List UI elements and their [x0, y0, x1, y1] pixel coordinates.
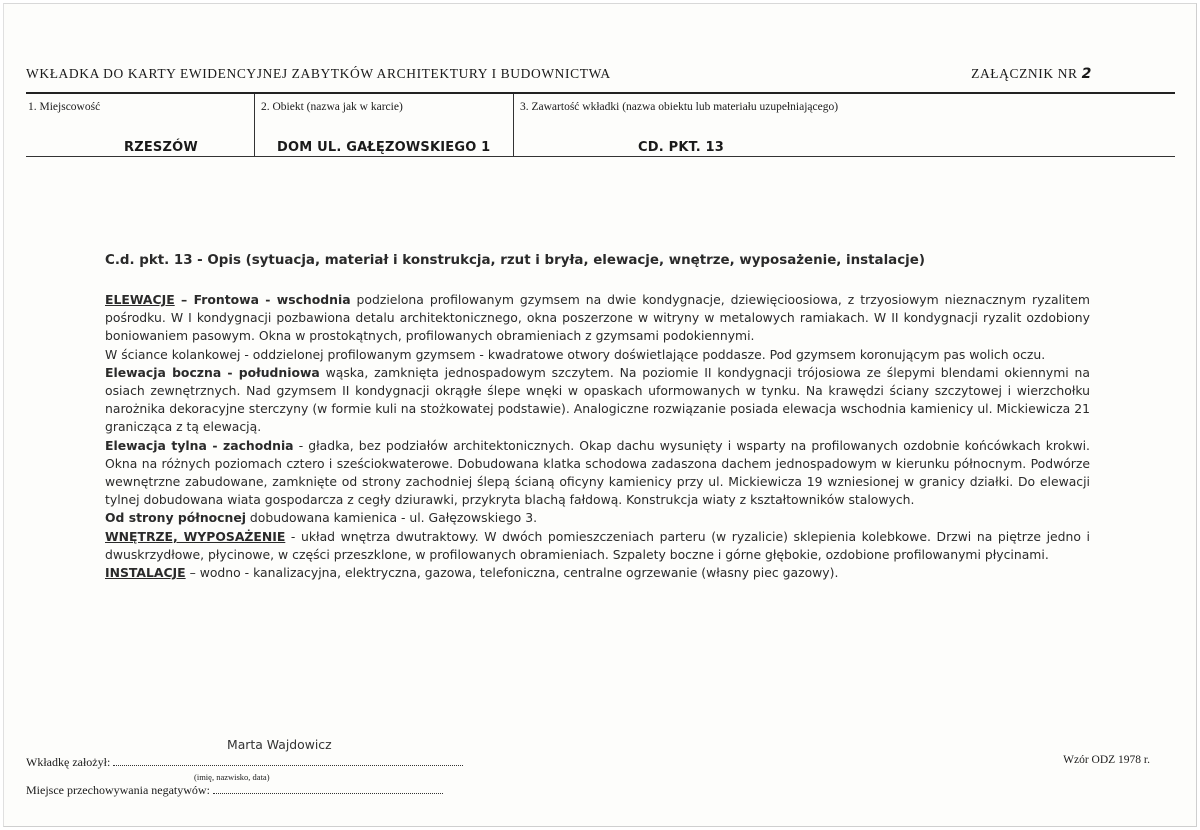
negatives-label: Miejsce przechowywania negatywów:: [26, 783, 210, 797]
elevations-separator: –: [174, 292, 194, 307]
object-value: DOM UL. GAŁĘZOWSKIEGO 1: [277, 140, 491, 155]
paragraph-side-elevation: [105, 364, 1090, 437]
rear-elevation-label: Elewacja tylna - zachodnia: [105, 437, 294, 453]
description-body: [105, 291, 1090, 582]
locality-value: RZESZÓW: [124, 140, 198, 155]
installations-label: INSTALACJE: [105, 565, 186, 581]
rear-elevation-text: - gładka, bez podziałów architektonicznych. Okap dachu wysunięty i wsparty na profilowanych ozdobnie końcówkach krokwi. Okna na różnych poziomach cztero i sześciokwaterowe. Dobudowana klatka schodowa zadaszona dachem jednospadowym w kierunku północnym. Podwórze wewnętrzne zabudowane, zamknięte od strony zachodniej ślepą ścianą oficyny kamienicy przy ul. Mickiewicza 19 wzniesionej w granicy działki. Do elewacji tylnej dobudowana wiata gospodarcza z cegły dziurawki, przykryta blachą fałdową. Konstrukcja wiaty z kształtowników stalowych.: [105, 437, 1090, 508]
fields-rule: [26, 156, 1175, 157]
interior-label: WNĘTRZE, WYPOSAŻENIE: [105, 528, 286, 544]
interior-text: - układ wnętrza dwutraktowy. W dwóch pomieszczeniach parteru (w ryzalicie) sklepienia kolebkowe. Drzwi na piętrze jedno i dwuskrzydłowe, płycinowe, w części przeszklone, w profilowanych obramieniach. Szpalety boczne i górne głębokie, ozdobione profilowanymi płycinami.: [105, 528, 1090, 562]
description-heading: C.d. pkt. 13 - Opis (sytuacja, materiał i konstrukcja, rzut i bryła, elewacje, wnętrze, wyposażenie, instalacje): [105, 253, 925, 268]
paragraph-front-elevation: [105, 291, 1090, 346]
contents-value: CD. PKT. 13: [638, 140, 725, 155]
field-divider-1: [254, 94, 255, 156]
paragraph-rear-elevation: [105, 437, 1090, 510]
field-divider-2: [513, 94, 514, 156]
paragraph-installations: [105, 564, 1090, 582]
paragraph-north-side: [105, 509, 1090, 527]
installations-text: – wodno - kanalizacyjna, elektryczna, gazowa, telefoniczna, centralne ogrzewanie (własny piec gazowy).: [185, 565, 839, 581]
author-hint: (imię, nazwisko, data): [194, 772, 270, 782]
author-label: Wkładkę założył:: [26, 755, 111, 769]
negatives-line: [26, 783, 443, 798]
author-dotted-line: [113, 755, 463, 766]
front-elevation-text: podzielona profilowanym gzymsem na dwie kondygnacje, dziewięcioosiowa, z trzyosiowym nieznacznym ryzalitem pośrodku. W I kondygnacji pozbawiona detalu architektonicznego, okna poszerzone w witryny w metalowych ramiakach. W II kondygnacji ryzalit ozdobiony boniowaniem pasowym. Okna w prostokątnych, profilowanych obramieniach z gzymsami podokiennymi.: [105, 292, 1090, 344]
paragraph-interior: [105, 528, 1090, 564]
north-side-label: Od strony północnej: [105, 510, 246, 526]
annex-label-text: ZAŁĄCZNIK NR: [971, 66, 1078, 81]
object-label: 2. Obiekt (nazwa jak w karcie): [261, 101, 403, 113]
document-title: WKŁADKA DO KARTY EWIDENCYJNEJ ZABYTKÓW ARCHITEKTURY I BUDOWNICTWA: [26, 66, 611, 81]
elevations-label: ELEWACJE: [105, 292, 175, 307]
side-elevation-label: Elewacja boczna - południowa: [105, 364, 320, 380]
front-elevation-label: Frontowa - wschodnia: [193, 292, 351, 307]
contents-label: 3. Zawartość wkładki (nazwa obiektu lub materiału uzupełniającego): [520, 101, 839, 113]
header-rule: [26, 92, 1175, 94]
negatives-dotted-line: [213, 783, 443, 794]
template-note: Wzór ODZ 1978 r.: [1063, 754, 1150, 766]
side-elevation-text: wąska, zamknięta jednospadowym szczytem. Na poziomie II kondygnacji trójosiowa ze ślepymi blendami okiennymi na osiach zewnętrznych. Nad gzymsem II kondygnacji okrągłe ślepe wnęki w opaskach uformowanych w tynku. Na krawędzi ściany szczytowej i wierzchołku narożnika dekoracyjne sterczyny (w formie kuli na stożkowatej podstawie). Analogiczne rozwiązanie posiada elewacja wschodnia kamienicy ul. Mickiewicza 21 granicząca z tą elewacją.: [105, 364, 1091, 435]
north-side-text: dobudowana kamienica - ul. Gałęzowskiego 3.: [245, 510, 538, 526]
document-card: [3, 3, 1197, 827]
locality-label: 1. Miejscowość: [28, 101, 101, 113]
annex-label: [971, 66, 1092, 82]
author-name: Marta Wajdowicz: [227, 737, 332, 752]
paragraph-knee-wall: [105, 346, 1090, 364]
author-line: [26, 755, 463, 770]
knee-wall-text: W ściance kolankowej - oddzielonej profilowanym gzymsem - kwadratowe otwory doświetlające poddasze. Pod gzymsem koronującym pas wolich oczu.: [105, 346, 1046, 362]
annex-number: 2: [1081, 66, 1092, 82]
